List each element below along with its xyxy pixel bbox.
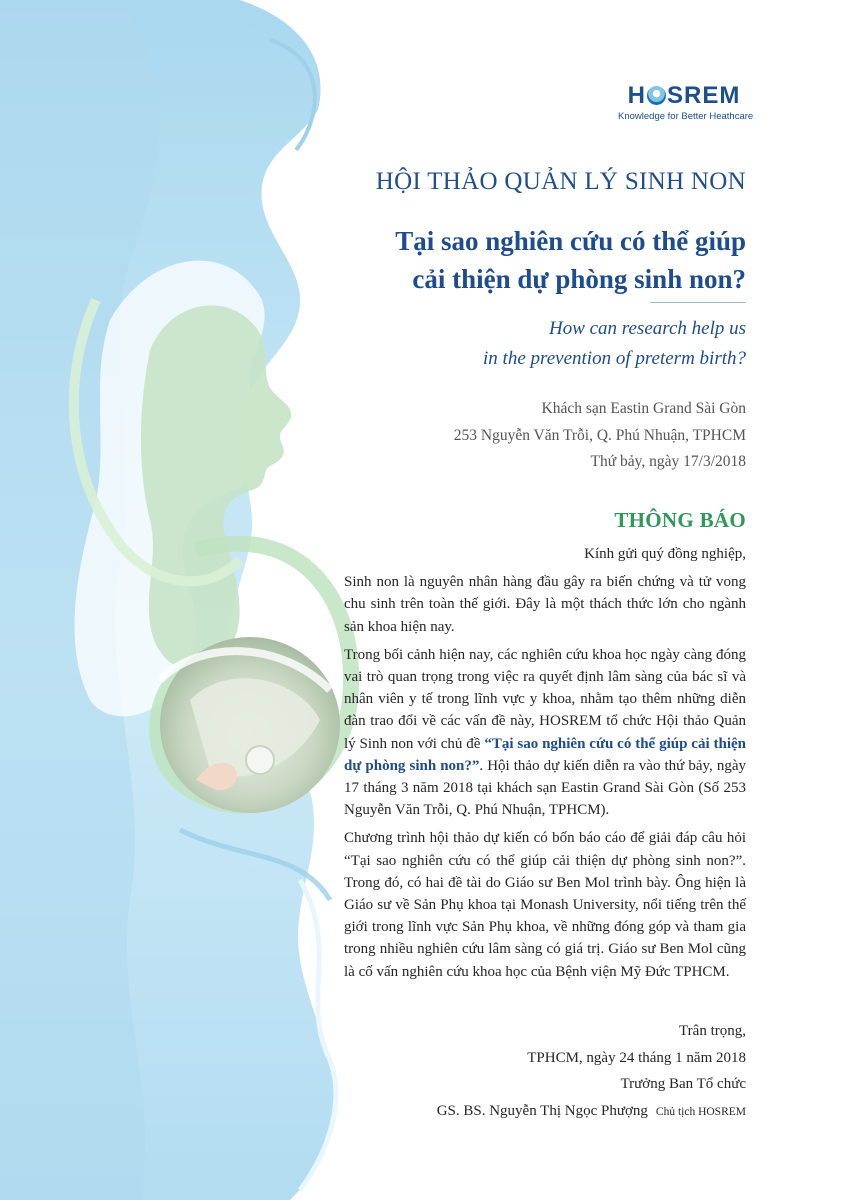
main-title-line-1: Tại sao nghiên cứu có thể giúp [395,226,746,256]
venue-hotel: Khách sạn Eastin Grand Sài Gòn [541,400,746,417]
paragraph-2-text-after: . Hội thảo dự kiến diễn ra vào thứ bảy, ngày 17 tháng 3 năm 2018 tại khách sạn Eastin Grand Sài Gòn (Số 253 Nguyễn Văn Trỗi, Q. Phú Nhuận, TPHCM). [344,757,746,819]
event-date: Thứ bảy, ngày 17/3/2018 [590,453,746,470]
main-title-line-2: cải thiện dự phòng sinh non? [412,264,746,294]
place-and-date: TPHCM, ngày 24 tháng 1 năm 2018 [527,1049,746,1066]
letter-paragraph-2 [344,644,746,822]
letter-body [344,543,746,989]
hosrem-logo-wordmark: H SREM [627,82,741,109]
english-title-line-1: How can research help us [548,318,746,339]
signer-title: Chủ tịch HOSREM [655,1105,746,1118]
globe-icon [647,86,666,105]
english-title [483,314,746,374]
paragraph-2-text-before: Trong bối cảnh hiện nay, các nghiên cứu khoa học ngày càng đóng vai trò quan trọng trong việc ra quyết định lâm sàng của bác sĩ và nhân viên y tế trong lĩnh vực y khoa, nhằm tạo thêm những diễn đàn trao đổi về các vấn đề này, HOSREM tổ chức Hội thảo Quản lý Sinh non với chủ đề [344,646,746,752]
hosrem-logo [618,82,754,122]
letter-paragraph-1: Sinh non là nguyên nhân hàng đầu gây ra biến chứng và tử vong chu sinh trên toàn thế giới. Đây là một thách thức lớn cho ngành sản khoa hiện nay. [344,574,746,635]
signature-block [437,1018,746,1125]
notice-heading: THÔNG BÁO [614,508,746,532]
paragraph-2-highlight-theme: “Tại sao nghiên cứu có thể giúp cải thiện dự phòng sinh non?” [344,735,746,774]
signer-line [437,1098,746,1126]
main-title [395,222,746,298]
signer-name: GS. BS. Nguyễn Thị Ngọc Phượng [436,1102,648,1119]
hosrem-logo-tagline: Knowledge for Better Heathcare [618,111,754,122]
title-divider [650,302,746,303]
conference-title: HỘI THẢO QUẢN LÝ SINH NON [375,168,746,195]
signer-role: Trưởng Ban Tổ chức [620,1076,746,1092]
venue-info [454,396,746,476]
english-title-line-2: in the prevention of preterm birth? [483,348,746,369]
venue-address: 253 Nguyễn Văn Trỗi, Q. Phú Nhuận, TPHCM [453,426,746,444]
letter-paragraph-3: Chương trình hội thảo dự kiến có bốn báo cáo để giải đáp câu hỏi “Tại sao nghiên cứu có thể giúp cải thiện dự phòng sinh non?”. Trong đó, có hai đề tài do Giáo sư Ben Mol trình bày. Ông hiện là Giáo sư về Sản Phụ khoa tại Monash University, nổi tiếng trên thế giới trong lĩnh vực Sản Phụ khoa, về những đóng góp và tham gia trong nhiều nghiên cứu lâm sàng có giá trị. Giáo sư Ben Mol cũng là cố vấn nghiên cứu khoa học của Bệnh viện Mỹ Đức TPHCM. [344,830,746,980]
letter-greeting: Kính gửi quý đồng nghiệp, [584,546,746,562]
closing-line: Trân trọng, [679,1023,746,1039]
